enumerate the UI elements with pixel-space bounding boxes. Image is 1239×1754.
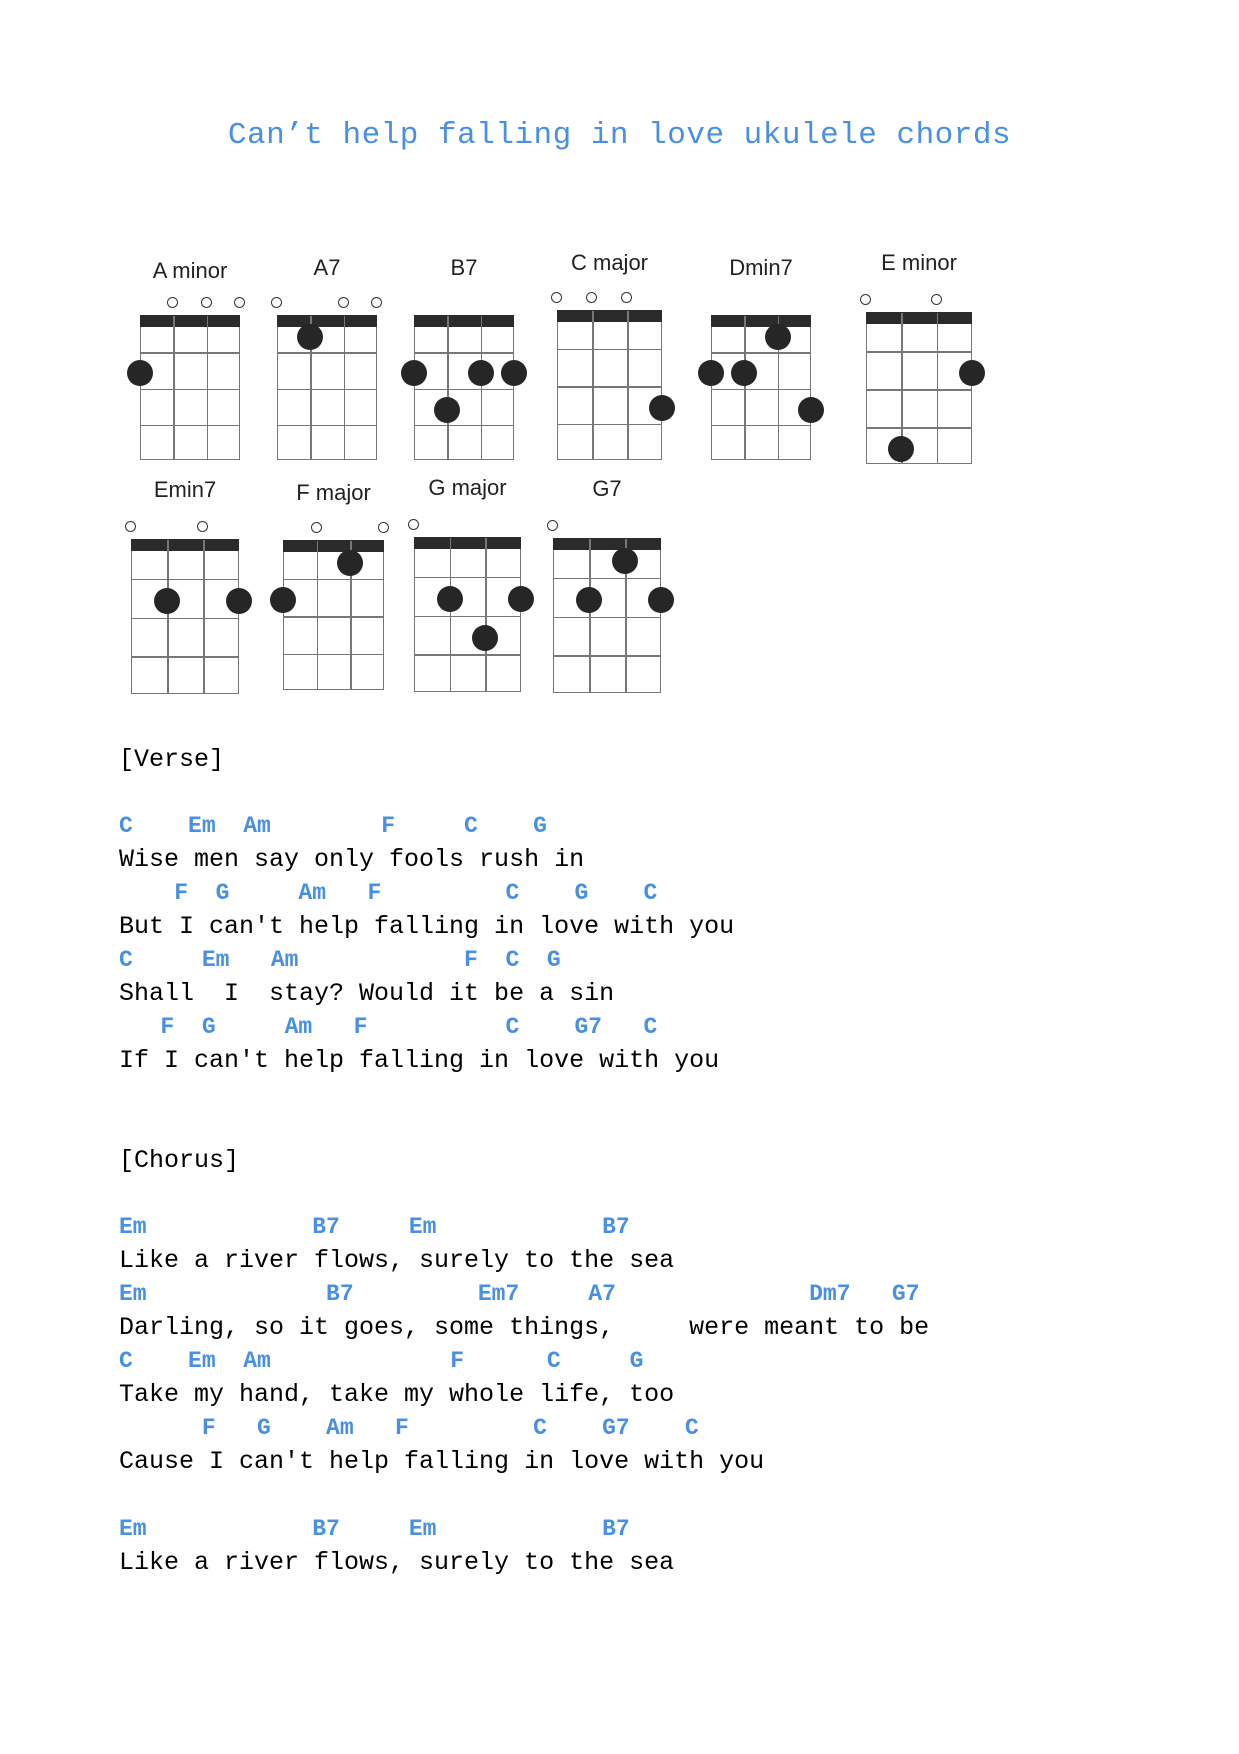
chord-label-dmin7: Dmin7	[729, 255, 793, 280]
chord-label-a-minor: A minor	[152, 258, 228, 283]
fret-line	[141, 352, 239, 354]
fret-line	[867, 427, 971, 429]
chord-label-e-minor: E minor	[881, 250, 957, 275]
string-line	[207, 316, 209, 459]
open-string-marker	[586, 292, 597, 303]
fret-line	[278, 425, 376, 427]
chord-grid-dmin7	[711, 315, 811, 460]
string-line	[592, 311, 594, 459]
open-string-marker	[408, 519, 419, 530]
chord-grid-emin7	[131, 539, 239, 694]
fret-line	[558, 424, 661, 426]
chord-label-c-major: C major	[570, 250, 649, 275]
string-line	[317, 541, 319, 689]
page-title: Can’t help falling in love ukulele chords	[227, 118, 1012, 153]
fret-line	[278, 389, 376, 391]
chorus-heading: [Chorus]	[119, 1146, 240, 1175]
finger-dot	[798, 397, 824, 423]
fret-line	[867, 351, 971, 353]
chord-label-emin7: Emin7	[153, 477, 217, 502]
string-line	[627, 311, 629, 459]
verse-chords-1: C Em Am F C G	[119, 813, 547, 839]
fret-line	[415, 577, 520, 579]
chord-grid-a7	[277, 315, 377, 460]
fret-line	[712, 352, 810, 354]
chord-grid-a-minor	[140, 315, 240, 460]
verse-lyric-4: If I can't help falling in love with you	[119, 1046, 720, 1075]
fret-line	[284, 579, 383, 581]
fret-line	[712, 425, 810, 427]
string-line	[344, 316, 346, 459]
chord-grid-g-major	[414, 537, 521, 692]
chorus-chords-3: C Em Am F C G	[119, 1348, 644, 1374]
fret-line	[712, 389, 810, 391]
nut	[283, 540, 384, 552]
fret-line	[415, 654, 520, 656]
string-line	[450, 538, 452, 691]
fret-line	[284, 616, 383, 618]
finger-dot	[437, 586, 463, 612]
chord-grid-c-major	[557, 310, 662, 460]
finger-dot	[501, 360, 527, 386]
verse-chords-2: F G Am F C G C	[119, 880, 658, 906]
open-string-marker	[371, 297, 382, 308]
open-string-marker	[125, 521, 136, 532]
string-line	[203, 540, 205, 693]
fret-line	[415, 389, 513, 391]
finger-dot	[434, 397, 460, 423]
finger-dot	[226, 588, 252, 614]
chorus-chords-2: Em B7 Em7 A7 Dm7 G7	[119, 1281, 920, 1307]
string-line	[447, 316, 449, 459]
open-string-marker	[378, 522, 389, 533]
chorus-lyric-4: Cause I can't help falling in love with you	[119, 1447, 765, 1476]
fret-line	[558, 349, 661, 351]
nut	[277, 315, 377, 327]
chord-label-g-major: G major	[428, 475, 507, 500]
nut	[553, 538, 661, 550]
verse-lyric-1: Wise men say only fools rush in	[119, 845, 585, 874]
verse-lyric-2: But I can't help falling in love with you	[119, 912, 735, 941]
open-string-marker	[551, 292, 562, 303]
chord-label-f-major: F major	[296, 480, 371, 505]
finger-dot	[649, 395, 675, 421]
open-string-marker	[234, 297, 245, 308]
string-line	[481, 316, 483, 459]
fret-line	[554, 617, 660, 619]
finger-dot	[648, 587, 674, 613]
chorus-lyric-3: Take my hand, take my whole life, too	[119, 1380, 675, 1409]
open-string-marker	[931, 294, 942, 305]
fret-line	[132, 579, 238, 581]
nut	[557, 310, 662, 322]
open-string-marker	[621, 292, 632, 303]
verse-heading: [Verse]	[119, 745, 225, 774]
nut	[414, 537, 521, 549]
string-line	[173, 316, 175, 459]
open-string-marker	[547, 520, 558, 531]
open-string-marker	[167, 297, 178, 308]
fret-line	[278, 352, 376, 354]
fret-line	[141, 389, 239, 391]
open-string-marker	[271, 297, 282, 308]
verse-chords-3: C Em Am F C G	[119, 947, 561, 973]
open-string-marker	[201, 297, 212, 308]
verse-chords-4: F G Am F C G7 C	[119, 1014, 658, 1040]
string-line	[589, 539, 591, 692]
open-string-marker	[311, 522, 322, 533]
finger-dot	[468, 360, 494, 386]
fret-line	[554, 578, 660, 580]
open-string-marker	[197, 521, 208, 532]
chord-grid-g7	[553, 538, 661, 693]
fret-line	[284, 654, 383, 656]
nut	[711, 315, 811, 327]
fret-line	[554, 655, 660, 657]
string-line	[485, 538, 487, 691]
finger-dot	[765, 324, 791, 350]
chord-label-a7: A7	[313, 255, 341, 280]
string-line	[937, 313, 939, 463]
nut	[414, 315, 514, 327]
finger-dot	[576, 587, 602, 613]
fret-line	[141, 425, 239, 427]
chorus-chords-5: Em B7 Em B7	[119, 1516, 630, 1542]
nut	[131, 539, 239, 551]
open-string-marker	[860, 294, 871, 305]
nut	[140, 315, 240, 327]
chord-label-b7: B7	[450, 255, 478, 280]
finger-dot	[508, 586, 534, 612]
fret-line	[132, 656, 238, 658]
string-line	[167, 540, 169, 693]
verse-lyric-3: Shall I stay? Would it be a sin	[119, 979, 615, 1008]
fret-line	[132, 618, 238, 620]
fret-line	[415, 352, 513, 354]
chorus-lyric-1: Like a river flows, surely to the sea	[119, 1246, 675, 1275]
finger-dot	[337, 550, 363, 576]
chord-label-g7: G7	[592, 476, 622, 501]
open-string-marker	[338, 297, 349, 308]
chord-diagrams	[0, 0, 1239, 720]
fret-line	[558, 386, 661, 388]
chorus-chords-4: F G Am F C G7 C	[119, 1415, 699, 1441]
chord-grid-b7	[414, 315, 514, 460]
chorus-lyric-2: Darling, so it goes, some things, were meant to be	[119, 1313, 930, 1342]
chord-grid-e-minor	[866, 312, 972, 464]
fret-line	[867, 389, 971, 391]
fret-line	[415, 425, 513, 427]
nut	[866, 312, 972, 324]
fret-line	[415, 616, 520, 618]
chorus-lyric-5: Like a river flows, surely to the sea	[119, 1548, 675, 1577]
string-line	[744, 316, 746, 459]
chorus-chords-1: Em B7 Em B7	[119, 1214, 630, 1240]
finger-dot	[959, 360, 985, 386]
finger-dot	[154, 588, 180, 614]
chord-grid-f-major	[283, 540, 384, 690]
